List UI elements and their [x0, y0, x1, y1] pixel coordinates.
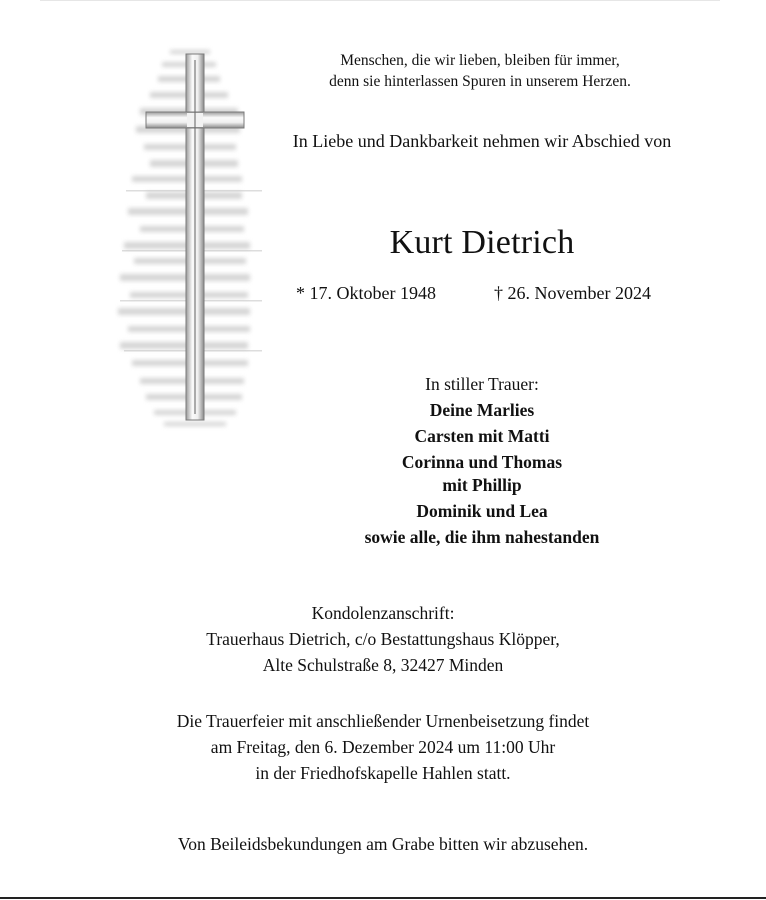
- cross-icon: [110, 40, 280, 435]
- condolence-address-line-2: Alte Schulstraße 8, 32427 Minden: [262, 655, 504, 675]
- mourner-name: Dominik und Lea: [416, 501, 548, 521]
- ceremony-line-3: in der Friedhofskapelle Hahlen statt.: [255, 763, 511, 783]
- top-divider: [40, 0, 720, 1]
- death-date: † 26. November 2024: [494, 283, 651, 303]
- mourner-name: sowie alle, die ihm nahestanden: [364, 527, 600, 547]
- mourner-name: Corinna und Thomas: [401, 452, 563, 472]
- quote-line-1: Menschen, die wir lieben, bleiben für immer,: [340, 52, 620, 69]
- birth-date: * 17. Oktober 1948: [296, 283, 436, 303]
- bottom-divider: [0, 897, 766, 899]
- mourner-name: mit Phillip: [442, 475, 522, 495]
- mourning-heading: In stiller Trauer:: [425, 374, 539, 394]
- mourner-name: Deine Marlies: [429, 400, 535, 420]
- condolence-heading: Kondolenzanschrift:: [311, 603, 455, 623]
- ceremony-line-1: Die Trauerfeier mit anschließender Urnenbeisetzung findet: [176, 711, 590, 731]
- mourner-name: Carsten mit Matti: [414, 426, 550, 446]
- closing-note: Von Beileidsbekundungen am Grabe bitten wir abzusehen.: [177, 834, 589, 854]
- quote-line-2: denn sie hinterlassen Spuren in unserem Herzen.: [329, 73, 631, 90]
- condolence-address-line-1: Trauerhaus Dietrich, c/o Bestattungshaus Klöpper,: [206, 629, 560, 649]
- ceremony-line-2: am Freitag, den 6. Dezember 2024 um 11:00 Uhr: [210, 737, 556, 757]
- farewell-intro: In Liebe und Dankbarkeit nehmen wir Abschied von: [292, 131, 672, 151]
- deceased-name: Kurt Dietrich: [389, 224, 575, 261]
